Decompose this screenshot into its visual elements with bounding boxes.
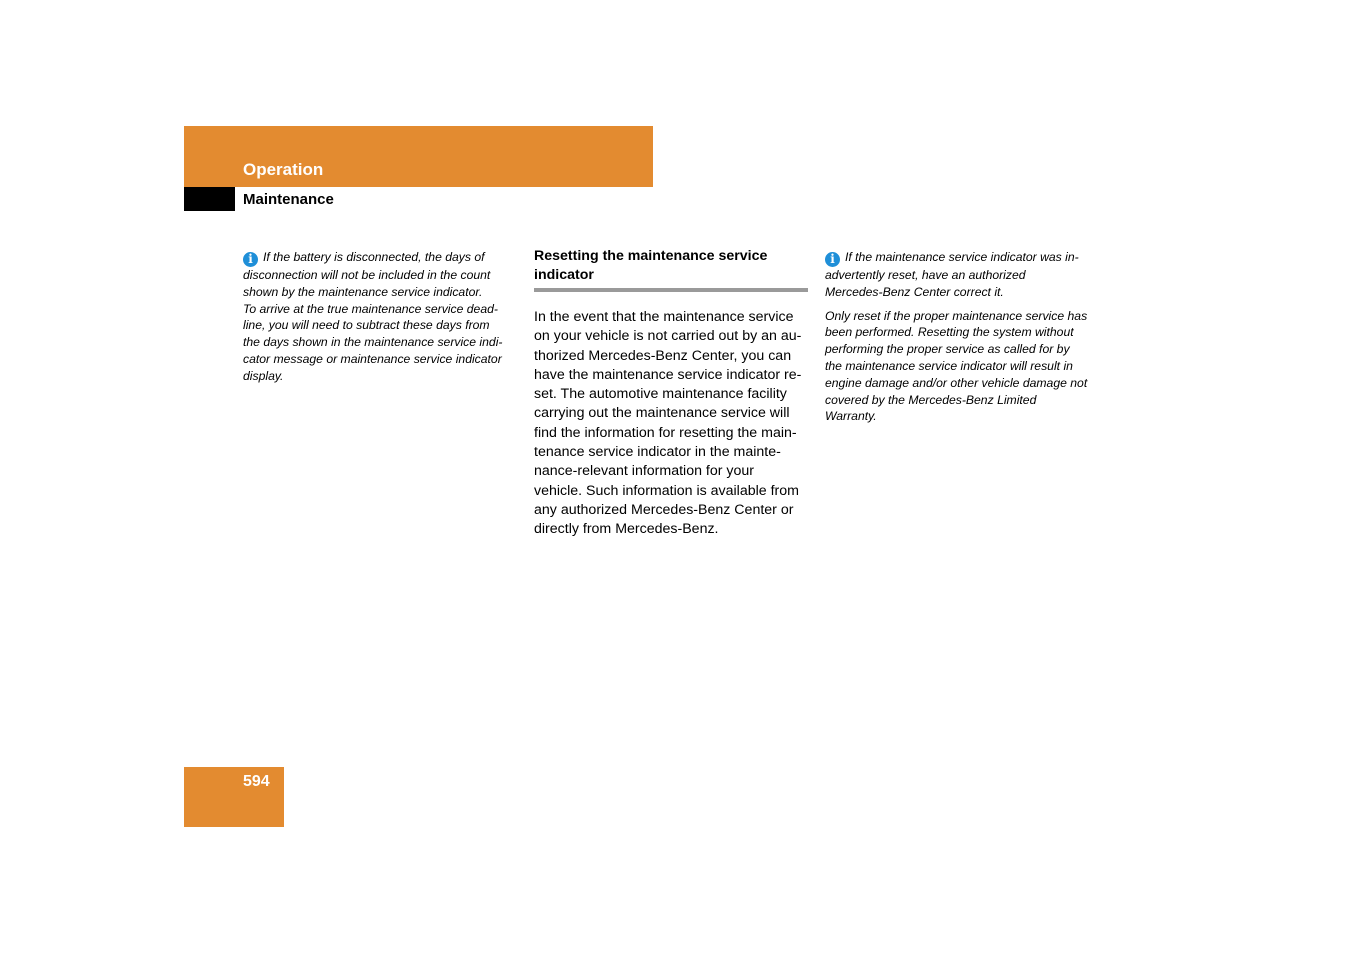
note-line: If the battery is disconnected, the days of xyxy=(263,250,485,264)
heading-line: indicator xyxy=(534,267,594,283)
body-line: any authorized Mercedes-Benz Center or xyxy=(534,501,794,518)
resetting-body xyxy=(534,308,808,540)
heading-line: Resetting the maintenance service xyxy=(534,248,768,264)
note-line: Only reset if the proper maintenance service has xyxy=(825,308,1088,323)
body-line: directly from Mercedes-Benz. xyxy=(534,521,719,538)
page-number: 594 xyxy=(243,773,270,790)
subsection-title: Maintenance xyxy=(243,191,334,208)
note-line: line, you will need to subtract these days from xyxy=(243,318,490,333)
note-line: the maintenance service indicator will result in xyxy=(825,358,1073,373)
note-line: shown by the maintenance service indicator. xyxy=(243,284,483,299)
note-line: the days shown in the maintenance service indi- xyxy=(243,335,503,350)
note-line: performing the proper service as called for by xyxy=(825,342,1070,357)
body-line: have the maintenance service indicator re- xyxy=(534,366,802,383)
note-line: To arrive at the true maintenance service dead- xyxy=(243,301,498,316)
note-line: display. xyxy=(243,368,284,383)
body-line: tenance service indicator in the mainte- xyxy=(534,444,781,461)
body-line: on your vehicle is not carried out by an au- xyxy=(534,328,802,345)
note-line: engine damage and/or other vehicle damage not xyxy=(825,375,1088,390)
note-line: cator message or maintenance service indicator xyxy=(243,351,502,366)
middle-column xyxy=(534,249,808,540)
body-line: find the information for resetting the main- xyxy=(534,424,797,441)
body-line: set. The automotive maintenance facility xyxy=(534,386,787,403)
body-line: thorized Mercedes-Benz Center, you can xyxy=(534,347,792,364)
note-line: advertently reset, have an authorized xyxy=(825,268,1026,282)
note-line: been performed. Resetting the system without xyxy=(825,325,1074,340)
body-line: vehicle. Such information is available from xyxy=(534,482,799,499)
left-column xyxy=(243,249,518,385)
battery-info-note xyxy=(243,249,518,385)
info-icon: i xyxy=(825,252,840,267)
section-marker-tab xyxy=(184,187,235,211)
body-line: nance-relevant information for your xyxy=(534,463,755,480)
note-line: Mercedes-Benz Center correct it. xyxy=(825,284,1004,299)
section-title: Operation xyxy=(243,160,324,179)
resetting-heading xyxy=(534,247,808,292)
reset-warning-note xyxy=(825,308,1100,426)
body-line: carrying out the maintenance service will xyxy=(534,405,790,422)
note-line: disconnection will not be included in the count xyxy=(243,268,491,282)
note-line: If the maintenance service indicator was in- xyxy=(845,250,1079,264)
info-icon: i xyxy=(243,252,258,267)
reset-info-note xyxy=(825,249,1100,301)
note-line: covered by the Mercedes-Benz Limited xyxy=(825,392,1037,407)
note-line: Warranty. xyxy=(825,409,877,424)
body-line: In the event that the maintenance service xyxy=(534,309,794,325)
right-column xyxy=(825,249,1100,425)
